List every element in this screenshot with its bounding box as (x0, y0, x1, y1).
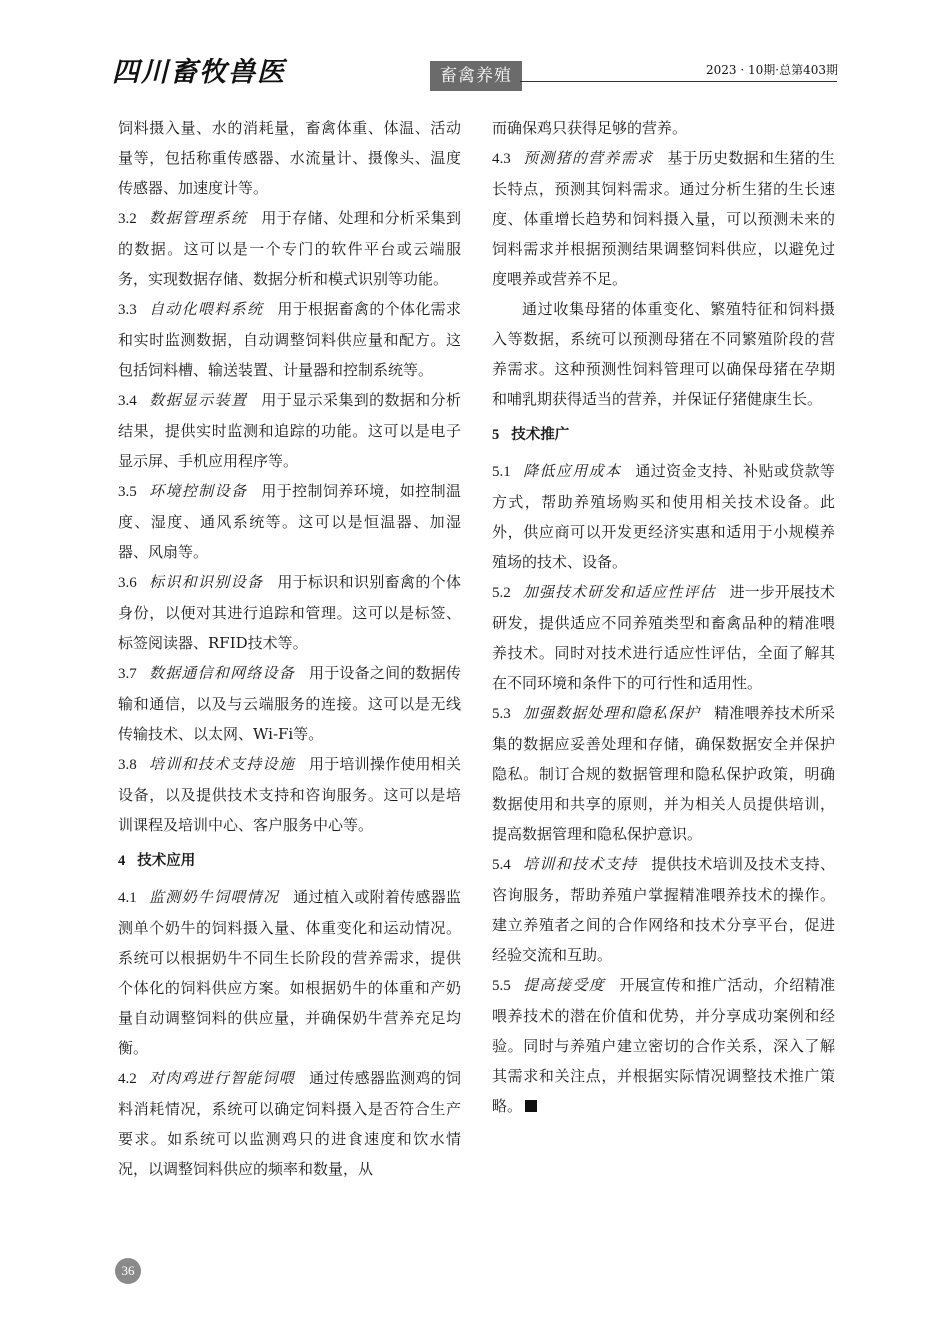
paragraph: 而确保鸡只获得足够的营养。 (492, 119, 688, 137)
section-3-5: 3.5 环境控制设备 用于控制饲养环境，如控制温度、湿度、通风系统等。这可以是恒温器、加湿器、风扇等。 (118, 482, 461, 561)
section-3-6: 3.6 标识和识别设备 用于标识和识别畜禽的个体身份，以便对其进行追踪和管理。这可以是标签、标签阅读器、RFID技术等。 (118, 573, 461, 652)
section-5-2: 5.2 加强技术研发和适应性评估 进一步开展技术研发，提供适应不同养殖类型和畜禽品种的精准喂养技术。同时对技术进行适应性评估，全面了解其在不同环境和条件下的可行性和适用性。 (492, 583, 835, 692)
section-3-7: 3.7 数据通信和网络设备 用于设备之间的数据传输和通信，以及与云端服务的连接。这可以是无线传输技术、以太网、Wi-Fi等。 (118, 664, 461, 743)
page-number: 36 (115, 1258, 141, 1284)
section-5-4: 5.4 培训和技术支持 提供技术培训及技术支持、咨询服务，帮助养殖户掌握精准喂养技术的操作。建立养殖者之间的合作网络和技术分享平台，促进经验交流和互助。 (492, 855, 835, 964)
section-3-2: 3.2 数据管理系统 用于存储、处理和分析采集到的数据。这可以是一个专门的软件平台或云端服务，实现数据存储、数据分析和模式识别等功能。 (118, 209, 461, 288)
heading-4: 4 技术应用 (118, 853, 196, 869)
section-4-3: 4.3 预测猪的营养需求 基于历史数据和生猪的生长特点，预测其饲料需求。通过分析生猪的生长速度、体重增长趋势和饲料摄入量，可以预测未来的饲料需求并根据预测结果调整饲料供应，以避免过度喂养或营养不足。 (492, 149, 835, 288)
section-4-2: 4.2 对肉鸡进行智能饲喂 通过传感器监测鸡的饲料消耗情况，系统可以确定饲料摄入是否符合生产要求。如系统可以监测鸡只的进食速度和饮水情况，以调整饲料供应的频率和数量，从 (118, 1069, 461, 1178)
heading-5: 5 技术推广 (492, 427, 570, 443)
left-column (118, 113, 461, 1184)
section-5-1: 5.1 降低应用成本 通过资金支持、补贴或贷款等方式，帮助养殖场购买和使用相关技术设备。此外，供应商可以开发更经济实惠和适用于小规模养殖场的技术、设备。 (492, 462, 835, 571)
section-3-8: 3.8 培训和技术支持设施 用于培训操作使用相关设备，以及提供技术支持和咨询服务。这可以是培训课程及培训中心、客户服务中心等。 (118, 755, 461, 834)
section-4-1: 4.1 监测奶牛饲喂情况 通过植入或附着传感器监测单个奶牛的饲料摄入量、体重变化和运动情况。系统可以根据奶牛不同生长阶段的营养需求，提供个体化的饲料供应方案。如根据奶牛的体重和产奶量自动调整饲料的供应量，并确保奶牛营养充足均衡。 (118, 888, 461, 1057)
page-header (0, 0, 950, 100)
paragraph: 饲料摄入量、水的消耗量，畜禽体重、体温、活动量等，包括称重传感器、水流量计、摄像头、温度传感器、加速度计等。 (118, 119, 461, 197)
header-rule (520, 81, 837, 82)
paragraph: 通过收集母猪的体重变化、繁殖特征和饲料摄入等数据，系统可以预测母猪在不同繁殖阶段的营养需求。这种预测性饲料管理可以确保母猪在孕期和哺乳期获得适当的营养，并保证仔猪健康生长。 (492, 300, 835, 408)
issue-info: 2023 · 10期·总第403期 (706, 63, 838, 77)
section-3-4: 3.4 数据显示装置 用于显示采集到的数据和分析结果，提供实时监测和追踪的功能。这可以是电子显示屏、手机应用程序等。 (118, 391, 461, 470)
section-5-3: 5.3 加强数据处理和隐私保护 精准喂养技术所采集的数据应妥善处理和存储，确保数据安全并保护隐私。制订合规的数据管理和隐私保护政策，明确数据使用和共享的原则，并为相关人员提供培训，提高数据管理和隐私保护意识。 (492, 704, 835, 843)
section-3-3: 3.3 自动化喂料系统 用于根据畜禽的个体化需求和实时监测数据，自动调整饲料供应量和配方。这包括饲料槽、输送装置、计量器和控制系统等。 (118, 300, 461, 379)
journal-logo: 四川畜牧兽医 (112, 57, 286, 88)
section-5-5: 5.5 提高接受度 开展宣传和推广活动，介绍精准喂养技术的潜在价值和优势，并分享成功案例和经验。同时与养殖户建立密切的合作关系，深入了解其需求和关注点，并根据实际情况调整技术推广策略。 (492, 976, 835, 1115)
end-mark-icon (525, 1100, 537, 1112)
section-tab: 畜禽养殖 (430, 61, 522, 91)
right-column (492, 113, 835, 1121)
